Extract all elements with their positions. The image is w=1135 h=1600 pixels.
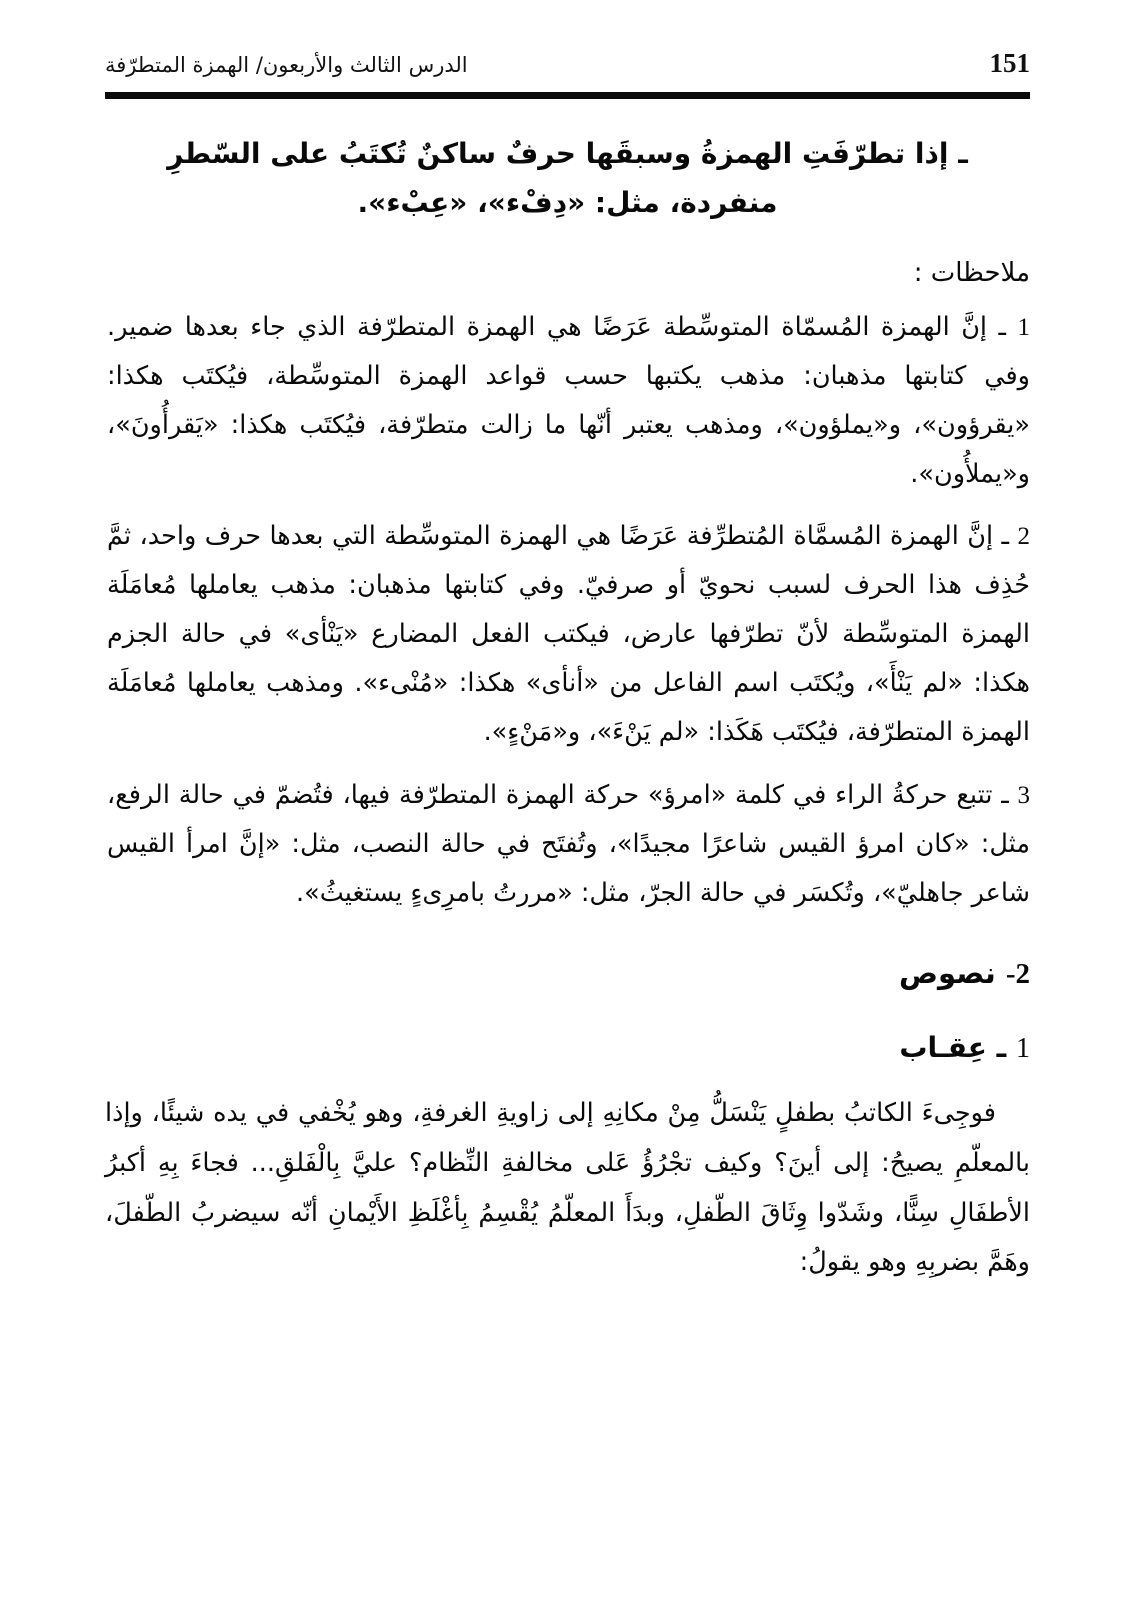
note-number-2: 2 <box>1017 523 1030 551</box>
running-head <box>105 48 1030 82</box>
rule-statement-line-1: ـ إذا تطرّفَتِ الهمزةُ وسبقَها حرفٌ ساكنٌ تُكتَبُ على السّطرِ <box>167 137 968 170</box>
section-title: نصوص <box>899 956 996 991</box>
text-piece-title: عِقـاب <box>899 1031 987 1065</box>
note-item-3 <box>105 771 1030 918</box>
note-number-1: 1 <box>1017 313 1030 341</box>
page-number: 151 <box>989 48 1030 78</box>
section-number: 2- <box>1005 958 1030 991</box>
note-text-2: ـ إنَّ الهمزة المُسمَّاة المُتطرِّفة عَرَضًا هي الهمزة المتوسِّطة التي بعدها حرف واحد، ثمَّ حُذِف هذا الحرف لسبب نحويّ أو صرفيّ. وفي كتابتها مذهبان: مذهب يعاملها مُعامَلَة الهمزة المتوسِّطة لأنّ تطرّفها عارض، فيكتب الفعل المضارع «يَنْأى» في حالة الجزم هكذا: «لم يَنْأَ»، ويُكتَب اسم الفاعل من «أنأى» هكذا: «مُنْىء». ومذهب يعاملها مُعامَلَة الهمزة المتطرّفة، فيُكتَب هَكَذا: «لم يَنْءَ»، و«مَنْءٍ». <box>107 521 1030 748</box>
running-head-title: الدرس الثالث والأربعون/ الهمزة المتطرّفة <box>105 53 468 77</box>
page-content <box>105 129 1030 1288</box>
text-piece-number: 1 <box>1016 1033 1030 1065</box>
text-piece-body: فوجِىءَ الكاتبُ بطفلٍ يَنْسَلُّ مِنْ مكانِهِ إلى زاويةِ الغرفةِ، وهو يُخْفي في يده شيئًا، وإذا بالمعلّمِ يصيحُ: إلى أينَ؟ وكيف تجْرُؤُ عَلى مخالفةِ النِّظام؟ عليَّ بِالْفَلقِ... فجاءَ بِهِ أكبرُ الأطفَالِ سِنًّا، وشَدّوا وِثَاقَ الطّفلِ، وبدَأَ المعلّمُ يُقْسِمُ بِأغْلَظِ الأَيْمانِ أنّه سيضربُ الطّفلَ، وهَمَّ بضربِهِ وهو يقولُ: <box>105 1098 1030 1278</box>
text-piece-heading <box>105 1031 1030 1065</box>
rule-statement <box>105 129 1030 227</box>
notes-label: ملاحظات : <box>913 258 1030 288</box>
rule-statement-line-2: منفردة، مثل: «دِفْء»، «عِبْء». <box>357 186 778 219</box>
note-text-3: ـ تتبع حركةُ الراء في كلمة «امرؤ» حركة الهمزة المتطرّفة فيها، فتُضمّ في حالة الرفع، مثل: «كان امرؤ القيس شاعرًا مجيدًا»، وتُفتَح في حالة النصب، مثل: «إنَّ امرأ القيس شاعر جاهليّ»، وتُكسَر في حالة الجرّ، مثل: «مررتُ بامرِىءٍ يستغيثُ». <box>107 780 1030 909</box>
header-rule-divider <box>105 92 1030 99</box>
section-heading <box>105 956 1030 991</box>
note-item-1 <box>105 303 1030 499</box>
note-number-3: 3 <box>1017 782 1030 810</box>
text-piece-separator: ـ <box>996 1031 1007 1065</box>
note-text-1: ـ إنَّ الهمزة المُسمّاة المتوسِّطة عَرَضًا هي الهمزة المتطرّفة الذي جاء بعدها ضمير. وفي كتابتها مذهبان: مذهب يكتبها حسب قواعد الهمزة المتوسِّطة، فيُكتَب هكذا: «يقرؤون»، و«يملؤون»، ومذهب يعتبر أنّها ما زالت متطرّفة، فيُكتَب هكذا: «يَقرأُونَ»، و«يملأُون». <box>107 311 1030 489</box>
note-item-2 <box>105 512 1030 757</box>
